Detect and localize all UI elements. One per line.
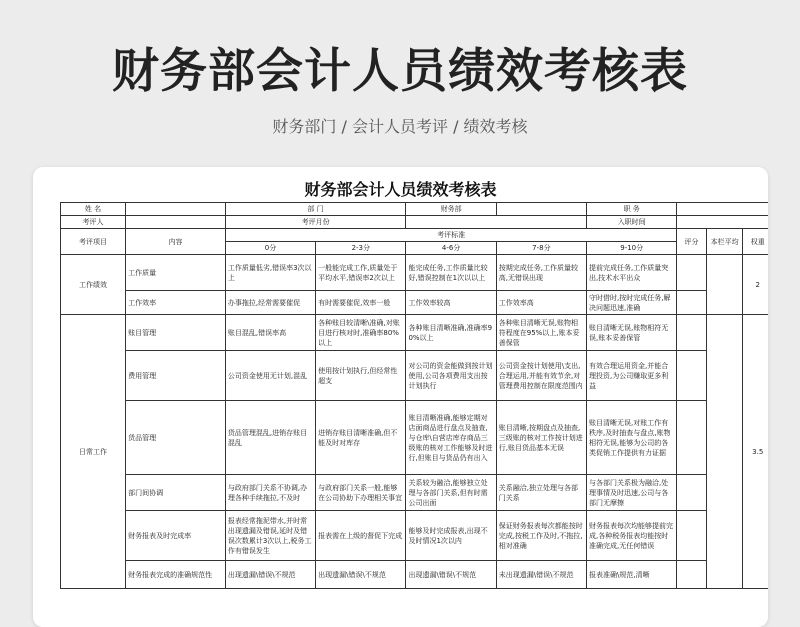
standard-cell: 各种账目清晰无误,账物相符程度在95%以上,账本妥善保管 bbox=[496, 315, 586, 351]
col-s4: 9-10分 bbox=[587, 242, 677, 255]
score-cell[interactable] bbox=[677, 561, 706, 589]
group-label: 工作绩效 bbox=[61, 255, 126, 315]
col-s0: 0分 bbox=[225, 242, 315, 255]
standard-cell: 对公司的资金能做到按计划使用,公司各项费用支出按计划执行 bbox=[406, 351, 496, 401]
standard-cell: 出现遗漏\错误\不规范 bbox=[225, 561, 315, 589]
standard-cell: 与政府部门关系一般,能够在公司协助下办理相关事宜 bbox=[316, 475, 406, 511]
page-title: 财务部会计人员绩效考核表 bbox=[112, 44, 688, 99]
standard-cell: 与各部门关系极为融洽,处理事情及时迅速,公司与各部门无摩擦 bbox=[587, 475, 677, 511]
standard-cell: 各种账目清晰准确,准确率90%以上 bbox=[406, 315, 496, 351]
row-content: 部门间协调 bbox=[126, 475, 226, 511]
standard-cell: 账目清晰准确,能够定期对店面商品进行盘点及抽查,与仓库\自营店库存商品三级账的核对工作能够及时进行,但账目与货品仍有出入 bbox=[406, 401, 496, 475]
standard-cell: 工作效率高 bbox=[496, 291, 586, 315]
group-label: 日常工作 bbox=[61, 315, 126, 589]
table-row bbox=[61, 475, 769, 511]
dept-value: 财务部 bbox=[406, 203, 496, 216]
row-content: 账目管理 bbox=[126, 315, 226, 351]
month-value[interactable] bbox=[406, 216, 587, 229]
table-row bbox=[61, 291, 769, 315]
sheet-title: 财务部会计人员绩效考核表 bbox=[304, 180, 497, 199]
entry-value[interactable] bbox=[677, 216, 768, 229]
standard-cell: 财务报表每次均能够提前完成,各种税务报表均能按时准确完成,无任何错误 bbox=[587, 511, 677, 561]
standard-cell: 能够及时完成报表,出现不及时情况1次以内 bbox=[406, 511, 496, 561]
col-s1: 2-3分 bbox=[316, 242, 406, 255]
table-row bbox=[61, 351, 769, 401]
col-standard: 考评标准 bbox=[225, 229, 677, 242]
standard-cell: 与政府部门关系不协调,办理各种手续拖拉,不及时 bbox=[225, 475, 315, 511]
standard-cell: 账目清晰无误,账物相符无误,账本妥善保管 bbox=[587, 315, 677, 351]
table-row bbox=[61, 401, 769, 475]
score-cell[interactable] bbox=[677, 511, 706, 561]
document-card bbox=[33, 167, 768, 627]
standard-cell: 公司资金按计划使用\支出,合理运用,并能有效节余,对管理费用控制在限度范围内 bbox=[496, 351, 586, 401]
standard-cell: 有效合理运用资金,并能合理投资,为公司赚取更多利益 bbox=[587, 351, 677, 401]
score-cell[interactable] bbox=[677, 255, 706, 291]
name-value[interactable] bbox=[126, 203, 226, 216]
col-s2: 4-6分 bbox=[406, 242, 496, 255]
score-cell[interactable] bbox=[677, 291, 706, 315]
score-cell[interactable] bbox=[677, 401, 706, 475]
standard-cell: 账目混乱,错误率高 bbox=[225, 315, 315, 351]
col-avg: 本栏平均 bbox=[706, 229, 743, 255]
standard-cell: 账目清晰无误,对账工作有秩序,及时抽查与盘点,账物相符无误,能够为公司的各类促销工作提供有力证据 bbox=[587, 401, 677, 475]
standard-cell: 保证财务报表每次都能按时完成,按税工作及时,不拖拉,相对准确 bbox=[496, 511, 586, 561]
breadcrumb: 财务部门 / 会计人员考评 / 绩效考核 bbox=[272, 117, 528, 136]
standard-cell: 关系融洽,独立处理与各部门关系 bbox=[496, 475, 586, 511]
row-content: 工作效率 bbox=[126, 291, 226, 315]
standard-cell: 公司资金使用无计划,混乱 bbox=[225, 351, 315, 401]
avg-cell bbox=[706, 255, 743, 315]
standard-cell: 有时需要催促,效率一般 bbox=[316, 291, 406, 315]
evaluator-value[interactable] bbox=[126, 216, 226, 229]
evaluation-table bbox=[60, 202, 768, 589]
weight-cell: 2 bbox=[743, 255, 768, 315]
evaluator-label: 考评人 bbox=[61, 216, 126, 229]
standard-cell: 报表经常拖泥带水,并时常出现遗漏及错误,延时及错误次数累计3次以上,税务工作有错误发生 bbox=[225, 511, 315, 561]
standard-cell: 各种账目较清晰\准确,对账目进行核对时,准确率80%以上 bbox=[316, 315, 406, 351]
weight-cell: 3.5 bbox=[743, 315, 768, 589]
score-cell[interactable] bbox=[677, 351, 706, 401]
position-value[interactable] bbox=[677, 203, 768, 216]
standard-cell: 报表需在上级的督促下完成 bbox=[316, 511, 406, 561]
month-label: 考评月份 bbox=[225, 216, 406, 229]
row-content: 货品管理 bbox=[126, 401, 226, 475]
col-score: 评分 bbox=[677, 229, 706, 255]
standard-cell: 提前完成任务,工作质量突出,技术水平出众 bbox=[587, 255, 677, 291]
col-item: 考评项目 bbox=[61, 229, 126, 255]
standard-cell: 能完成任务,工作质量比较好,错误控制在1次以以上 bbox=[406, 255, 496, 291]
avg-cell bbox=[706, 315, 743, 589]
dept-label: 部 门 bbox=[225, 203, 406, 216]
standard-cell: 工作效率较高 bbox=[406, 291, 496, 315]
standard-cell: 使用按计划执行,但经常性超支 bbox=[316, 351, 406, 401]
position-label: 职 务 bbox=[587, 203, 677, 216]
table-row bbox=[61, 511, 769, 561]
col-weight: 权重 bbox=[743, 229, 768, 255]
score-cell[interactable] bbox=[677, 475, 706, 511]
score-cell[interactable] bbox=[677, 315, 706, 351]
table-row bbox=[61, 255, 769, 291]
table-row bbox=[61, 561, 769, 589]
row-content: 工作质量 bbox=[126, 255, 226, 291]
entry-label: 入职时间 bbox=[587, 216, 677, 229]
standard-cell: 货品管理混乱,进销存账目混乱 bbox=[225, 401, 315, 475]
row-content: 财务报表完成的准确规范性 bbox=[126, 561, 226, 589]
standard-cell: 按期完成任务,工作质量较高,无错误出现 bbox=[496, 255, 586, 291]
dept-blank bbox=[496, 203, 586, 216]
standard-cell: 守时借时,按时完成任务,解决问题迅速,准确 bbox=[587, 291, 677, 315]
col-s3: 7-8分 bbox=[496, 242, 586, 255]
standard-cell: 关系较为融洽,能够独立处理与各部门关系,但有时需公司出面 bbox=[406, 475, 496, 511]
row-content: 财务报表及时完成率 bbox=[126, 511, 226, 561]
standard-cell: 未出现遗漏\错误\不规范 bbox=[496, 561, 586, 589]
standard-cell: 账目清晰,按期盘点及抽查,三级账的核对工作按计划进行,账目货品基本无误 bbox=[496, 401, 586, 475]
standard-cell: 出现遗漏\错误\不规范 bbox=[406, 561, 496, 589]
col-content: 内容 bbox=[126, 229, 226, 255]
standard-cell: 一般能完成工作,质量处于平均水平,错误率2次以上 bbox=[316, 255, 406, 291]
standard-cell: 出现遗漏\错误\不规范 bbox=[316, 561, 406, 589]
standard-cell: 工作质量低劣,错误率3次以上 bbox=[225, 255, 315, 291]
standard-cell: 报表准确\规范,清晰 bbox=[587, 561, 677, 589]
standard-cell: 进销存账目清晰准确,但不能及时对库存 bbox=[316, 401, 406, 475]
name-label: 姓 名 bbox=[61, 203, 126, 216]
table-row bbox=[61, 315, 769, 351]
standard-cell: 办事拖拉,经常需要催促 bbox=[225, 291, 315, 315]
row-content: 费用管理 bbox=[126, 351, 226, 401]
